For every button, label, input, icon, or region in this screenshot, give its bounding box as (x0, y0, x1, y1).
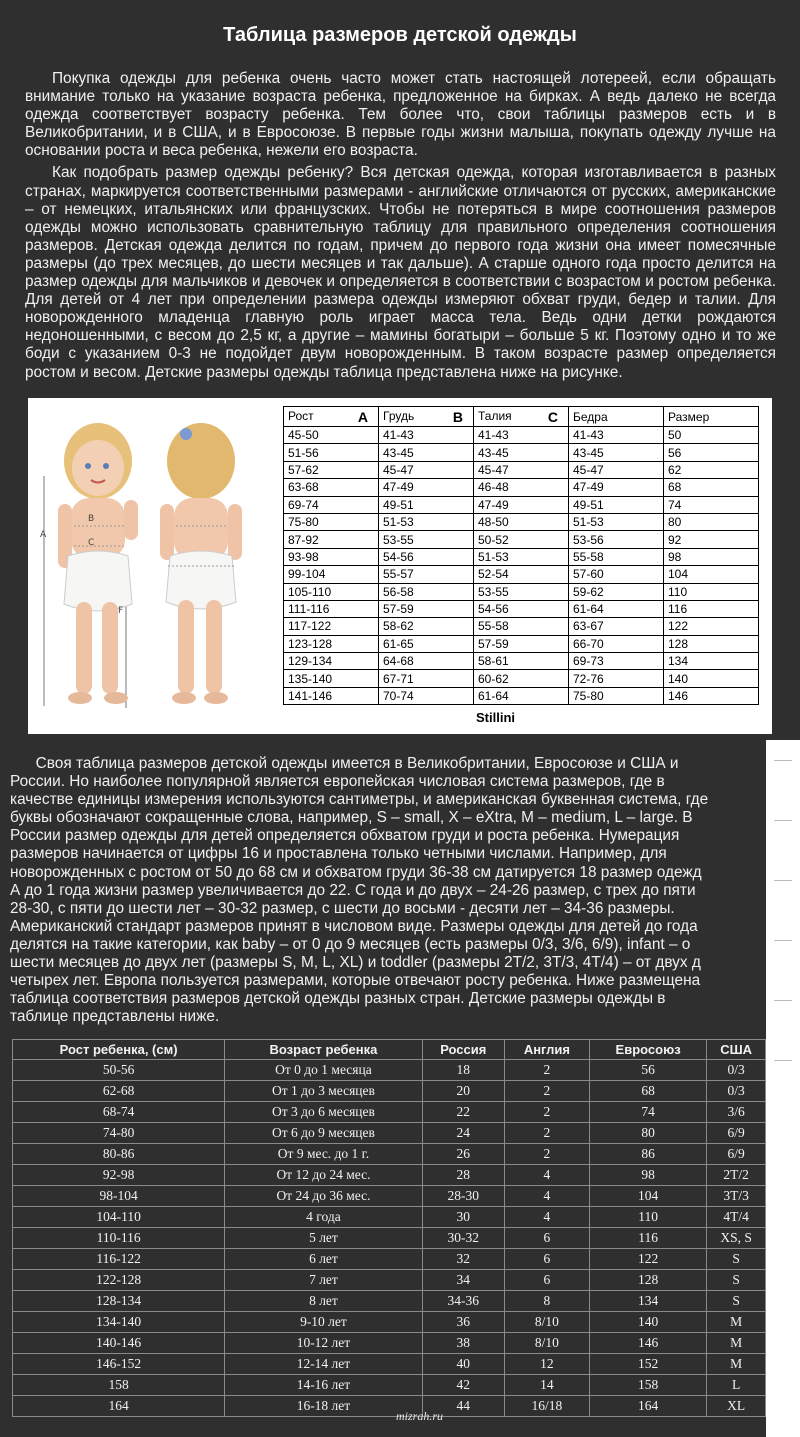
measurements-cell: 57-60 (569, 566, 664, 583)
measurements-cell: 55-58 (474, 618, 569, 635)
comparison-cell: 152 (589, 1354, 706, 1375)
measurements-cell: 45-47 (474, 461, 569, 478)
comparison-cell: 20 (422, 1081, 504, 1102)
sizes-text-line: России размер одежды для детей определяется обхватом груди и роста ребенка. Нумерация (10, 827, 680, 845)
sizes-text (10, 755, 800, 1026)
measurements-row (284, 618, 759, 635)
comparison-cell: S (707, 1291, 766, 1312)
comparison-row (13, 1270, 766, 1291)
sizes-text-line: шести месяцев до двух лет (размеры S, M, L, XL) и toddler (размеры 2Т/2, 3Т/3, 4Т/4) – от двух д (10, 954, 701, 972)
comparison-cell: 28 (422, 1165, 504, 1186)
comparison-cell: 0/3 (707, 1081, 766, 1102)
comparison-row (13, 1102, 766, 1123)
comparison-cell: 8/10 (504, 1333, 589, 1354)
measurements-cell: 92 (664, 531, 759, 548)
measurements-cell: 57-62 (284, 461, 379, 478)
measurements-row (284, 670, 759, 687)
measurements-cell: 50 (664, 427, 759, 444)
size-chart-figure (28, 398, 772, 734)
comparison-cell: M (707, 1354, 766, 1375)
comparison-cell: 30-32 (422, 1228, 504, 1249)
measurements-cell: 116 (664, 600, 759, 617)
comparison-cell: 8 лет (225, 1291, 422, 1312)
comparison-cell: 116 (589, 1228, 706, 1249)
measure-letter-a: A (40, 530, 47, 540)
comparison-cell: 164 (589, 1396, 706, 1417)
measurements-cell: 135-140 (284, 670, 379, 687)
measurements-cell: 141-146 (284, 687, 379, 704)
measurements-cell: 64-68 (379, 653, 474, 670)
measurements-cell: 55-57 (379, 566, 474, 583)
comparison-row (13, 1228, 766, 1249)
comparison-cell: 4T/4 (707, 1207, 766, 1228)
comparison-cell: 68 (589, 1081, 706, 1102)
comparison-cell: 98 (589, 1165, 706, 1186)
measurements-cell: 48-50 (474, 513, 569, 530)
comparison-row (13, 1375, 766, 1396)
comparison-cell: 56 (589, 1060, 706, 1081)
comparison-cell: 16/18 (504, 1396, 589, 1417)
sizes-text-line: буквы обозначают сокращенные слова, например, S – small, X – eXtra, M – medium, L – large. В (10, 809, 693, 827)
measurements-cell: 60-62 (474, 670, 569, 687)
comparison-cell: 6 лет (225, 1249, 422, 1270)
measurements-cell: 68 (664, 479, 759, 496)
page-title: Таблица размеров детской одежды (223, 24, 577, 46)
measurements-cell: 49-51 (569, 496, 664, 513)
measurements-cell: 140 (664, 670, 759, 687)
measurements-cell: 53-55 (379, 531, 474, 548)
comparison-cell: 4 (504, 1186, 589, 1207)
sizes-text-line: таблице представлены ниже. (10, 1008, 220, 1026)
measurements-cell: 134 (664, 653, 759, 670)
comparison-cell: 2 (504, 1081, 589, 1102)
comparison-cell: 4 (504, 1165, 589, 1186)
measurements-cell: 61-65 (379, 635, 474, 652)
comparison-cell: 158 (589, 1375, 706, 1396)
comparison-cell: 3T/3 (707, 1186, 766, 1207)
measurements-cell: 93-98 (284, 548, 379, 565)
measurements-cell: 50-52 (474, 531, 569, 548)
measurements-row (284, 531, 759, 548)
measurements-header-chest: Грудь B (379, 407, 474, 427)
comparison-header-cell: Россия (422, 1040, 504, 1060)
sizes-text-line: 28-30, с пяти до шести лет – 30-32 размер, с шести до восьми - десяти лет – 34-36 размеры. (10, 899, 675, 917)
comparison-row (13, 1333, 766, 1354)
sizes-text-line: Американский стандарт размеров принят в числовом виде. Размеры одежды для детей до года (10, 917, 698, 935)
measurements-row (284, 479, 759, 496)
measurements-row (284, 444, 759, 461)
measurements-cell: 105-110 (284, 583, 379, 600)
measurements-row (284, 653, 759, 670)
measurements-cell: 56-58 (379, 583, 474, 600)
comparison-cell: S (707, 1249, 766, 1270)
comparison-row (13, 1060, 766, 1081)
measurements-cell: 69-73 (569, 653, 664, 670)
comparison-cell: 146 (589, 1333, 706, 1354)
intro-paragraph-1: Покупка одежды для ребенка очень часто может стать настоящей лотереей, если обращать внимание только на указание возраста ребенка, предложенное на бирках. А ведь далеко не всегда одежда соответствует возрасту ребенка. Тем более что, свои таблицы размеров есть и в Великобритании, и в США, и в Евросоюзе. В первые годы жизни малыша, покупать одежду лучше на основании роста и веса ребенка, нежели его возраста. (25, 70, 776, 160)
comparison-cell: 8/10 (504, 1312, 589, 1333)
measurements-cell: 43-45 (379, 444, 474, 461)
sizes-text-line: России. Но наиболее популярной является европейская числовая система размеров, где в (10, 773, 665, 791)
comparison-table (12, 1039, 766, 1417)
comparison-cell: 140 (589, 1312, 706, 1333)
measurements-cell: 47-49 (569, 479, 664, 496)
comparison-row (13, 1081, 766, 1102)
comparison-cell: 2 (504, 1102, 589, 1123)
measurements-cell: 41-43 (569, 427, 664, 444)
comparison-cell: 4 года (225, 1207, 422, 1228)
comparison-cell: 36 (422, 1312, 504, 1333)
comparison-cell: S (707, 1270, 766, 1291)
comparison-cell: 34-36 (422, 1291, 504, 1312)
measurements-cell: 45-47 (569, 461, 664, 478)
brand-label: Stillini (476, 710, 515, 725)
measurements-cell: 123-128 (284, 635, 379, 652)
comparison-cell: 2 (504, 1060, 589, 1081)
comparison-row (13, 1354, 766, 1375)
sizes-text-line: размеров начинается от цифры 16 и проставлена только четными числами. Например, для (10, 845, 667, 863)
measurements-row (284, 583, 759, 600)
comparison-cell: От 24 до 36 мес. (225, 1186, 422, 1207)
comparison-cell: 42 (422, 1375, 504, 1396)
measurements-cell: 55-58 (569, 548, 664, 565)
measurements-cell: 56 (664, 444, 759, 461)
comparison-cell: 158 (13, 1375, 225, 1396)
measurements-cell: 80 (664, 513, 759, 530)
measurements-cell: 61-64 (569, 600, 664, 617)
comparison-cell: 68-74 (13, 1102, 225, 1123)
comparison-header-row (13, 1040, 766, 1060)
measurements-cell: 122 (664, 618, 759, 635)
sizes-text-line: делятся на такие категории, как baby – от 0 до 9 месяцев (есть размеры 0/3, 3/6, 6/9), infant – о (10, 935, 691, 953)
comparison-cell: 14-16 лет (225, 1375, 422, 1396)
comparison-cell: 8 (504, 1291, 589, 1312)
comparison-cell: 6/9 (707, 1144, 766, 1165)
measurements-cell: 63-67 (569, 618, 664, 635)
site-watermark: mizrah.ru (396, 1409, 444, 1423)
comparison-cell: 2T/2 (707, 1165, 766, 1186)
measurements-cell: 51-53 (474, 548, 569, 565)
comparison-cell: 34 (422, 1270, 504, 1291)
measurements-cell: 128 (664, 635, 759, 652)
measurements-cell: 66-70 (569, 635, 664, 652)
comparison-cell: 6 (504, 1249, 589, 1270)
measurements-cell: 58-62 (379, 618, 474, 635)
comparison-cell: 2 (504, 1123, 589, 1144)
measurements-cell: 72-76 (569, 670, 664, 687)
comparison-cell: XL (707, 1396, 766, 1417)
measurements-row (284, 635, 759, 652)
comparison-cell: 122 (589, 1249, 706, 1270)
comparison-cell: M (707, 1312, 766, 1333)
sizes-text-line: качестве единицы измерения используются сантиметры, и американская буквенная система, где (10, 791, 709, 809)
measurements-cell: 75-80 (569, 687, 664, 704)
measurements-cell: 99-104 (284, 566, 379, 583)
measurements-cell: 58-61 (474, 653, 569, 670)
sizes-text-line: четырех лет. Европа пользуется размерами, которые отвечают росту ребенка. Ниже размещена (10, 972, 701, 990)
comparison-header-cell: Евросоюз (589, 1040, 706, 1060)
measurements-header-height: Рост A (284, 407, 379, 427)
comparison-cell: L (707, 1375, 766, 1396)
measurements-cell: 52-54 (474, 566, 569, 583)
comparison-row (13, 1144, 766, 1165)
comparison-cell: 134-140 (13, 1312, 225, 1333)
measurements-cell: 53-55 (474, 583, 569, 600)
comparison-row (13, 1396, 766, 1417)
measurements-cell: 146 (664, 687, 759, 704)
comparison-cell: 22 (422, 1102, 504, 1123)
comparison-cell: 86 (589, 1144, 706, 1165)
sizes-text-line: таблица соответствия размеров детской одежды разных стран. Детские размеры одежды в (10, 990, 666, 1008)
measure-letter-f: F (118, 606, 124, 616)
measurements-cell: 53-56 (569, 531, 664, 548)
comparison-cell: 3/6 (707, 1102, 766, 1123)
comparison-cell: 24 (422, 1123, 504, 1144)
comparison-cell: 74-80 (13, 1123, 225, 1144)
comparison-cell: 134 (589, 1291, 706, 1312)
measurements-cell: 51-56 (284, 444, 379, 461)
measurements-cell: 45-47 (379, 461, 474, 478)
child-front-illustration (36, 416, 146, 716)
measurements-row (284, 548, 759, 565)
child-back-illustration (146, 416, 256, 716)
measure-letter-c: C (88, 538, 95, 548)
comparison-cell: 12 (504, 1354, 589, 1375)
comparison-row (13, 1165, 766, 1186)
comparison-cell: 26 (422, 1144, 504, 1165)
comparison-row (13, 1312, 766, 1333)
measurements-cell: 111-116 (284, 600, 379, 617)
comparison-cell: 80 (589, 1123, 706, 1144)
comparison-cell: 146-152 (13, 1354, 225, 1375)
measurements-cell: 63-68 (284, 479, 379, 496)
measurements-cell: 51-53 (569, 513, 664, 530)
measurements-cell: 74 (664, 496, 759, 513)
comparison-header-cell: США (707, 1040, 766, 1060)
measurements-header-size: Размер (664, 407, 759, 427)
comparison-cell: 50-56 (13, 1060, 225, 1081)
comparison-cell: 164 (13, 1396, 225, 1417)
comparison-cell: 2 (504, 1144, 589, 1165)
measurements-header-row (284, 407, 759, 427)
comparison-cell: 7 лет (225, 1270, 422, 1291)
measurements-cell: 49-51 (379, 496, 474, 513)
measurements-cell: 57-59 (379, 600, 474, 617)
comparison-cell: 116-122 (13, 1249, 225, 1270)
comparison-cell: 62-68 (13, 1081, 225, 1102)
measurements-cell: 45-50 (284, 427, 379, 444)
comparison-cell: 9-10 лет (225, 1312, 422, 1333)
measurements-row (284, 513, 759, 530)
comparison-cell: 12-14 лет (225, 1354, 422, 1375)
measurements-row (284, 427, 759, 444)
comparison-cell: 6/9 (707, 1123, 766, 1144)
comparison-cell: 98-104 (13, 1186, 225, 1207)
measurements-cell: 54-56 (474, 600, 569, 617)
adjacent-page-edge (766, 740, 800, 1437)
comparison-cell: 5 лет (225, 1228, 422, 1249)
sizes-text-line: Своя таблица размеров детской одежды имеется в Великобритании, Евросоюзе и США и (10, 755, 679, 772)
measurements-cell: 41-43 (379, 427, 474, 444)
measurements-cell: 59-62 (569, 583, 664, 600)
comparison-cell: 6 (504, 1228, 589, 1249)
comparison-cell: 92-98 (13, 1165, 225, 1186)
comparison-cell: 38 (422, 1333, 504, 1354)
measurements-cell: 87-92 (284, 531, 379, 548)
measurements-cell: 62 (664, 461, 759, 478)
measurements-header-waist: Талия C (474, 407, 569, 427)
comparison-cell: 16-18 лет (225, 1396, 422, 1417)
measurements-header-hips: Бедра (569, 407, 664, 427)
comparison-cell: 122-128 (13, 1270, 225, 1291)
measurements-cell: 75-80 (284, 513, 379, 530)
comparison-cell: 10-12 лет (225, 1333, 422, 1354)
comparison-cell: 18 (422, 1060, 504, 1081)
sizes-text-line: новорожденных с ростом от 50 до 68 см и обхватом груди 36-38 см датируется 18 размер одежд (10, 863, 702, 881)
comparison-cell: 0/3 (707, 1060, 766, 1081)
comparison-cell: 32 (422, 1249, 504, 1270)
measurements-cell: 61-64 (474, 687, 569, 704)
comparison-cell: 80-86 (13, 1144, 225, 1165)
measurements-cell: 46-48 (474, 479, 569, 496)
measurements-cell: 54-56 (379, 548, 474, 565)
measurements-cell: 41-43 (474, 427, 569, 444)
measurements-row (284, 496, 759, 513)
measurements-cell: 43-45 (569, 444, 664, 461)
comparison-cell: От 12 до 24 мес. (225, 1165, 422, 1186)
comparison-cell: От 3 до 6 месяцев (225, 1102, 422, 1123)
measurements-row (284, 566, 759, 583)
measurements-cell: 43-45 (474, 444, 569, 461)
comparison-cell: От 0 до 1 месяца (225, 1060, 422, 1081)
comparison-cell: 104 (589, 1186, 706, 1207)
measurements-cell: 104 (664, 566, 759, 583)
comparison-cell: 104-110 (13, 1207, 225, 1228)
comparison-cell: От 6 до 9 месяцев (225, 1123, 422, 1144)
comparison-cell: 28-30 (422, 1186, 504, 1207)
comparison-cell: 6 (504, 1270, 589, 1291)
measurements-cell: 47-49 (474, 496, 569, 513)
comparison-cell: 140-146 (13, 1333, 225, 1354)
measurements-cell: 69-74 (284, 496, 379, 513)
comparison-row (13, 1291, 766, 1312)
comparison-cell: 128-134 (13, 1291, 225, 1312)
comparison-table-container (12, 1039, 766, 1419)
comparison-row (13, 1207, 766, 1228)
comparison-header-cell: Англия (504, 1040, 589, 1060)
comparison-cell: 128 (589, 1270, 706, 1291)
comparison-cell: 110-116 (13, 1228, 225, 1249)
comparison-header-cell: Рост ребенка, (см) (13, 1040, 225, 1060)
comparison-cell: XS, S (707, 1228, 766, 1249)
measurements-cell: 70-74 (379, 687, 474, 704)
comparison-cell: 40 (422, 1354, 504, 1375)
measurements-cell: 98 (664, 548, 759, 565)
intro-text (25, 70, 776, 386)
comparison-cell: M (707, 1333, 766, 1354)
sizes-text-line: А до 1 года жизни размер увеличивается до 22. С года и до двух – 24-26 размер, с трех до пяти (10, 881, 696, 899)
comparison-row (13, 1186, 766, 1207)
comparison-cell: 110 (589, 1207, 706, 1228)
measurements-row (284, 600, 759, 617)
comparison-cell: 44 (422, 1396, 504, 1417)
measurements-cell: 51-53 (379, 513, 474, 530)
measurements-cell: 67-71 (379, 670, 474, 687)
comparison-row (13, 1249, 766, 1270)
intro-paragraph-2: Как подобрать размер одежды ребенку? Вся детская одежда, которая изготавливается в разных странах, маркируется соответственными размерами - английские отличаются от русских, американские – от немецких, итальянских или французских. Чтобы не потеряться в мире соотношения размеров одежды можно использовать сравнительную таблицу для правильного определения соотношения размеров. Детская одежда делится по годам, причем до первого года жизни она имеет помесячные размеры (до трех месяцев, до шести месяцев и так дальше). А старше одного года просто делится на размер одежды для мальчиков и девочек и определяется в соответствии с возрастом и ростом ребенка. Для детей от 4 лет при определении размера одежды измеряют обхват груди, бедер и талии. Для новорожденного младенца главную роль играет масса тела. Ведь одни детки рождаются недоношенными, с весом до 2,5 кг, а другие – мамины богатыри – больше 5 кг. Поэтому одно и то же боди с указанием 0-3 не подойдет двум новорожденным. В таком возрасте размер определяется ростом и весом. Детские размеры одежды таблица представлена ниже на рисунке. (25, 164, 776, 381)
comparison-cell: 4 (504, 1207, 589, 1228)
comparison-cell: 30 (422, 1207, 504, 1228)
measurements-cell: 47-49 (379, 479, 474, 496)
measure-letter-b: B (88, 514, 95, 524)
measurements-cell: 129-134 (284, 653, 379, 670)
comparison-cell: 14 (504, 1375, 589, 1396)
comparison-row (13, 1123, 766, 1144)
measurements-cell: 117-122 (284, 618, 379, 635)
measurements-cell: 110 (664, 583, 759, 600)
comparison-cell: От 9 мес. до 1 г. (225, 1144, 422, 1165)
comparison-cell: От 1 до 3 месяцев (225, 1081, 422, 1102)
measurements-cell: 57-59 (474, 635, 569, 652)
measurements-row (284, 687, 759, 704)
measurements-table (283, 406, 759, 705)
measurements-row (284, 461, 759, 478)
comparison-cell: 74 (589, 1102, 706, 1123)
comparison-header-cell: Возраст ребенка (225, 1040, 422, 1060)
